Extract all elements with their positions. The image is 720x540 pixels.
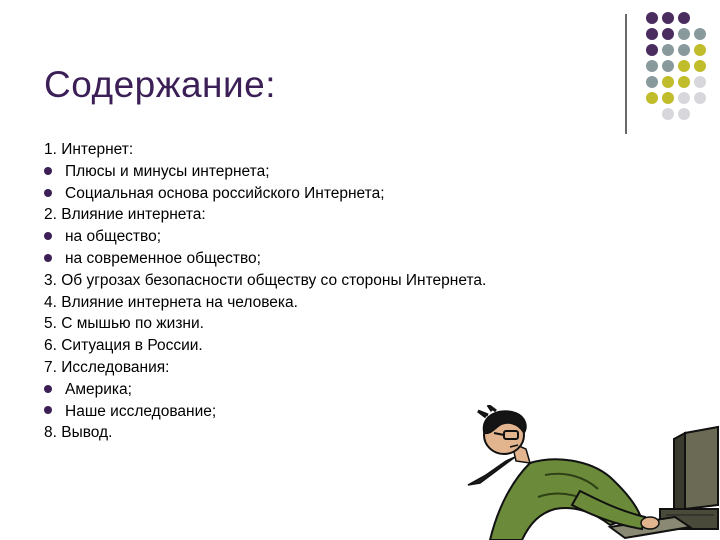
decor-dot <box>646 76 658 88</box>
list-item <box>44 270 604 292</box>
monitor-icon <box>660 427 718 529</box>
slide-title: Содержание: <box>44 64 277 105</box>
list-item-text: 5. С мышью по жизни. <box>44 315 204 333</box>
decor-dot <box>694 92 706 104</box>
decor-dot <box>678 12 690 24</box>
decorative-dot-grid <box>640 10 720 120</box>
decor-dot <box>646 44 658 56</box>
decor-dot <box>678 44 690 56</box>
list-item-text: Социальная основа российского Интернета; <box>65 184 385 202</box>
list-item-text: 1. Интернет: <box>44 141 134 158</box>
bullet-icon <box>44 189 52 197</box>
decor-dot <box>694 28 706 40</box>
bullet-icon <box>44 167 52 175</box>
list-item-text: на современное общество; <box>65 249 261 267</box>
list-item <box>44 313 604 335</box>
decor-dot <box>678 60 690 72</box>
list-item <box>44 379 604 401</box>
list-item <box>44 248 604 270</box>
list-item-text: 6. Ситуация в России. <box>44 337 203 355</box>
decor-dot <box>662 76 674 88</box>
divider-line <box>625 14 627 134</box>
decor-dot <box>646 92 658 104</box>
list-item-text: 8. Вывод. <box>44 424 113 442</box>
decor-dot <box>678 76 690 88</box>
decor-dot <box>646 60 658 72</box>
list-item <box>44 292 604 314</box>
list-item <box>44 161 604 183</box>
list-item-text: 7. Исследования: <box>44 358 170 376</box>
list-item-text: Америка; <box>65 380 132 398</box>
list-item <box>44 204 604 226</box>
list-item-text: на общество; <box>65 228 162 246</box>
decor-dot <box>662 60 674 72</box>
list-item <box>44 226 604 248</box>
list-item <box>44 335 604 357</box>
bullet-icon <box>44 406 52 414</box>
decor-dot <box>662 44 674 56</box>
list-item-text: Плюсы и минусы интернета; <box>65 162 270 180</box>
decor-dot <box>662 28 674 40</box>
list-item <box>44 357 604 379</box>
decor-dot <box>678 92 690 104</box>
decor-dot <box>678 28 690 40</box>
decor-dot <box>694 44 706 56</box>
list-item <box>44 139 604 161</box>
list-item-text: Наше исследование; <box>65 402 217 420</box>
bullet-icon <box>44 385 52 393</box>
decor-dot <box>694 60 706 72</box>
decor-dot <box>646 28 658 40</box>
decor-dot <box>646 12 658 24</box>
contents-list <box>44 139 604 444</box>
decor-dot <box>694 76 706 88</box>
man-at-computer-clipart <box>460 405 720 540</box>
decor-dot <box>662 92 674 104</box>
list-item-text: 2. Влияние интернета: <box>44 206 206 224</box>
list-item <box>44 183 604 205</box>
decor-dot <box>662 12 674 24</box>
person-figure <box>468 405 659 540</box>
bullet-icon <box>44 232 52 240</box>
decor-dot <box>678 108 690 120</box>
list-item-text: 4. Влияние интернета на человека. <box>44 293 298 311</box>
decor-dot <box>662 108 674 120</box>
bullet-icon <box>44 254 52 262</box>
list-item-text: 3. Об угрозах безопасности обществу со стороны Интернета. <box>44 271 487 289</box>
